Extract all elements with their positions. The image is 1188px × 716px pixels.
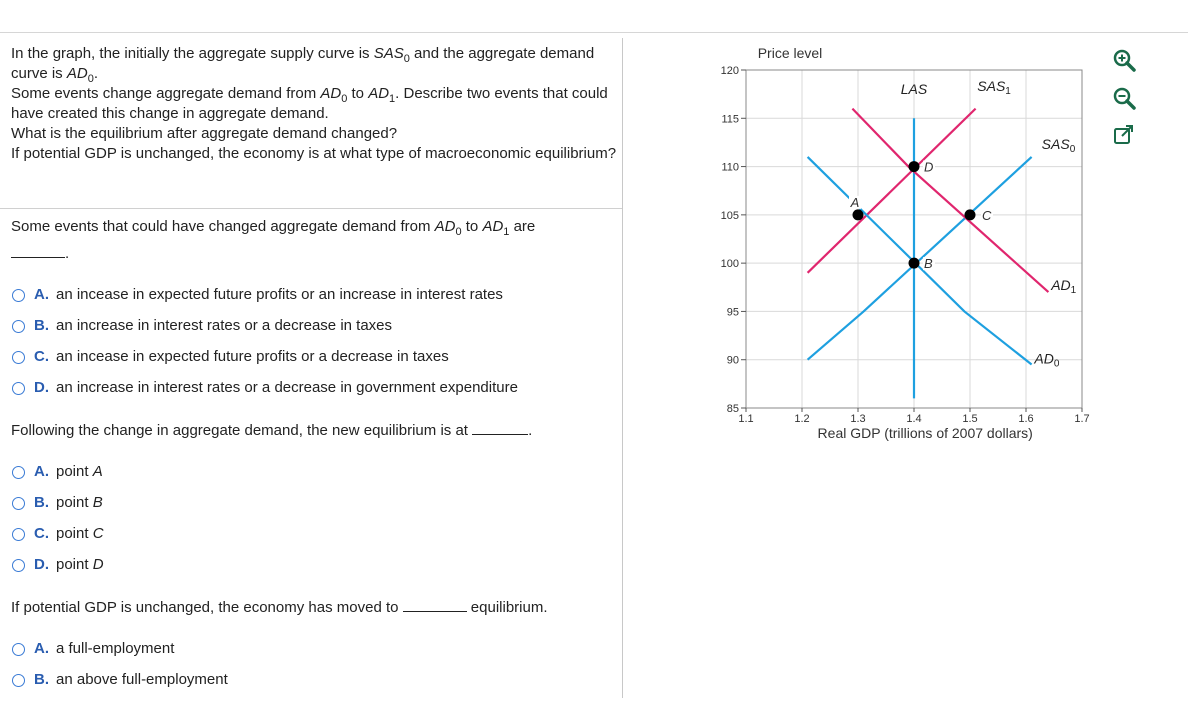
section-divider bbox=[0, 208, 622, 209]
option-letter: D. bbox=[34, 379, 49, 396]
question-intro bbox=[11, 44, 617, 164]
x-axis-title: Real GDP (trillions of 2007 dollars) bbox=[817, 425, 1033, 441]
option-text: point bbox=[56, 556, 89, 573]
question-3-prompt bbox=[11, 597, 548, 618]
q3-text: If potential GDP is unchanged, the economy has moved to bbox=[11, 599, 399, 616]
equilibrium-point-a bbox=[853, 209, 864, 220]
question-1-answer-blank bbox=[11, 243, 69, 264]
answer-blank bbox=[403, 597, 467, 612]
option-letter: B. bbox=[34, 494, 49, 511]
option-text: an incease in expected future profits or a decrease in taxes bbox=[56, 348, 449, 365]
radio-button[interactable] bbox=[12, 289, 25, 302]
x-tick-label: 1.3 bbox=[850, 413, 866, 425]
option-letter: A. bbox=[34, 640, 49, 657]
series-line-sas1 bbox=[808, 109, 976, 273]
open-external-icon[interactable] bbox=[1110, 122, 1138, 150]
q1-text: are bbox=[509, 218, 536, 235]
q1-text: Some events that could have changed aggregate demand from bbox=[11, 218, 435, 235]
answer-blank bbox=[11, 243, 65, 258]
option-letter: C. bbox=[34, 525, 49, 542]
q1-text: to bbox=[461, 218, 483, 235]
option-text: a full-employment bbox=[56, 640, 175, 657]
option-text: an increase in interest rates or a decrease in taxes bbox=[56, 317, 393, 334]
x-tick-label: 1.6 bbox=[1018, 413, 1034, 425]
q3-option-b[interactable] bbox=[12, 671, 228, 689]
x-tick-label: 1.4 bbox=[906, 413, 922, 425]
graph-toolbar bbox=[1110, 46, 1146, 160]
option-letter: D. bbox=[34, 556, 49, 573]
q2-text: Following the change in aggregate demand, the new equilibrium is at bbox=[11, 422, 468, 439]
x-tick-label: 1.1 bbox=[738, 413, 754, 425]
radio-button[interactable] bbox=[12, 528, 25, 541]
equilibrium-point-d bbox=[909, 161, 920, 172]
sas0-sub: 0 bbox=[403, 53, 410, 65]
ad1-label: AD bbox=[368, 85, 390, 102]
radio-button[interactable] bbox=[12, 466, 25, 479]
radio-button[interactable] bbox=[12, 351, 25, 364]
x-tick-label: 1.7 bbox=[1074, 413, 1090, 425]
option-var: C bbox=[92, 525, 104, 542]
ad0-label: AD bbox=[434, 218, 456, 235]
x-tick-label: 1.5 bbox=[962, 413, 978, 425]
intro-text: and the aggregate demand curve is bbox=[11, 45, 595, 82]
y-tick-label: 120 bbox=[720, 65, 739, 77]
option-letter: B. bbox=[34, 671, 49, 688]
y-tick-label: 115 bbox=[721, 113, 739, 126]
y-axis-title: Price level bbox=[757, 45, 823, 61]
zoom-out-icon[interactable] bbox=[1110, 84, 1138, 112]
answer-blank bbox=[472, 420, 528, 435]
radio-button[interactable] bbox=[12, 559, 25, 572]
q1-option-c[interactable] bbox=[12, 348, 449, 366]
y-tick-label: 105 bbox=[720, 209, 739, 222]
intro-paragraph-1 bbox=[11, 44, 617, 84]
curve-label-ad0: $AD_0$ bbox=[1034, 350, 1060, 370]
q3-text: equilibrium. bbox=[466, 599, 548, 616]
q1-end: . bbox=[65, 245, 70, 262]
ad0-label: AD bbox=[66, 65, 88, 82]
ad0-sub: 0 bbox=[87, 73, 94, 85]
question-panel bbox=[0, 33, 622, 716]
y-tick-label: 100 bbox=[720, 258, 739, 271]
point-label-d: D bbox=[924, 159, 934, 175]
intro-text: Some events change aggregate demand from bbox=[11, 85, 321, 102]
intro-text: . Describe two events that could have created this change in aggregate demand. bbox=[11, 85, 608, 122]
intro-paragraph-4: If potential GDP is unchanged, the economy is at what type of macroeconomic equilibrium? bbox=[11, 145, 617, 162]
q2-end: . bbox=[528, 422, 533, 439]
option-var: B bbox=[92, 494, 103, 511]
option-text: point bbox=[56, 463, 89, 480]
intro-paragraph-2 bbox=[11, 84, 617, 124]
question-1-prompt bbox=[11, 217, 611, 237]
option-var: D bbox=[92, 556, 104, 573]
option-var: A bbox=[92, 463, 103, 480]
ad-as-graph bbox=[700, 38, 1100, 450]
y-tick-label: 90 bbox=[726, 354, 739, 367]
intro-text: . bbox=[93, 65, 98, 82]
ad0-sub: 0 bbox=[455, 226, 462, 238]
equilibrium-point-b bbox=[909, 258, 920, 269]
question-2-prompt bbox=[11, 420, 532, 441]
radio-button[interactable] bbox=[12, 497, 25, 510]
y-tick-label: 110 bbox=[721, 161, 739, 174]
point-label-c: C bbox=[982, 207, 992, 223]
option-text: an increase in interest rates or a decrease in government expenditure bbox=[56, 379, 518, 396]
intro-text: In the graph, the initially the aggregate supply curve is bbox=[11, 45, 374, 62]
option-letter: A. bbox=[34, 463, 49, 480]
q3-option-a[interactable] bbox=[12, 640, 174, 658]
curve-label-sas0: $SAS_0$ bbox=[1041, 136, 1076, 156]
radio-button[interactable] bbox=[12, 320, 25, 333]
option-letter: A. bbox=[34, 286, 49, 303]
option-letter: B. bbox=[34, 317, 49, 334]
curve-label-las: LAS bbox=[900, 81, 928, 98]
option-text: an above full-employment bbox=[56, 671, 228, 688]
q2-option-d[interactable] bbox=[12, 556, 104, 574]
intro-text: to bbox=[347, 85, 369, 102]
radio-button[interactable] bbox=[12, 674, 25, 687]
radio-button[interactable] bbox=[12, 643, 25, 656]
option-text: an incease in expected future profits or an increase in interest rates bbox=[56, 286, 503, 303]
point-label-b: B bbox=[924, 256, 933, 272]
curve-label-ad1: $AD_1$ bbox=[1051, 277, 1077, 297]
y-tick-label: 85 bbox=[726, 403, 739, 415]
y-tick-label: 95 bbox=[726, 306, 739, 319]
ad1-sub: 1 bbox=[503, 226, 510, 238]
ad0-label: AD bbox=[320, 85, 342, 102]
option-text: point bbox=[56, 494, 89, 511]
sas0-label: SAS bbox=[373, 45, 404, 62]
zoom-in-icon[interactable] bbox=[1110, 46, 1138, 74]
radio-button[interactable] bbox=[12, 382, 25, 395]
q1-option-a[interactable] bbox=[12, 286, 503, 304]
intro-paragraph-3: What is the equilibrium after aggregate demand changed? bbox=[11, 125, 398, 142]
ad1-sub: 1 bbox=[389, 93, 396, 105]
ad1-label: AD bbox=[482, 218, 504, 235]
panel-divider bbox=[622, 38, 623, 698]
series-line-sas0 bbox=[808, 157, 1032, 360]
option-text: point bbox=[56, 525, 89, 542]
equilibrium-point-c bbox=[965, 209, 976, 220]
curve-label-sas1: $SAS_1$ bbox=[977, 78, 1011, 98]
q1-option-d[interactable] bbox=[12, 379, 518, 397]
point-label-a: A bbox=[850, 194, 860, 210]
x-tick-label: 1.2 bbox=[794, 413, 810, 425]
q2-option-b[interactable] bbox=[12, 494, 103, 512]
q1-option-b[interactable] bbox=[12, 317, 392, 335]
q2-option-a[interactable] bbox=[12, 463, 103, 481]
option-letter: C. bbox=[34, 348, 49, 365]
ad0-sub: 0 bbox=[341, 93, 348, 105]
q2-option-c[interactable] bbox=[12, 525, 104, 543]
